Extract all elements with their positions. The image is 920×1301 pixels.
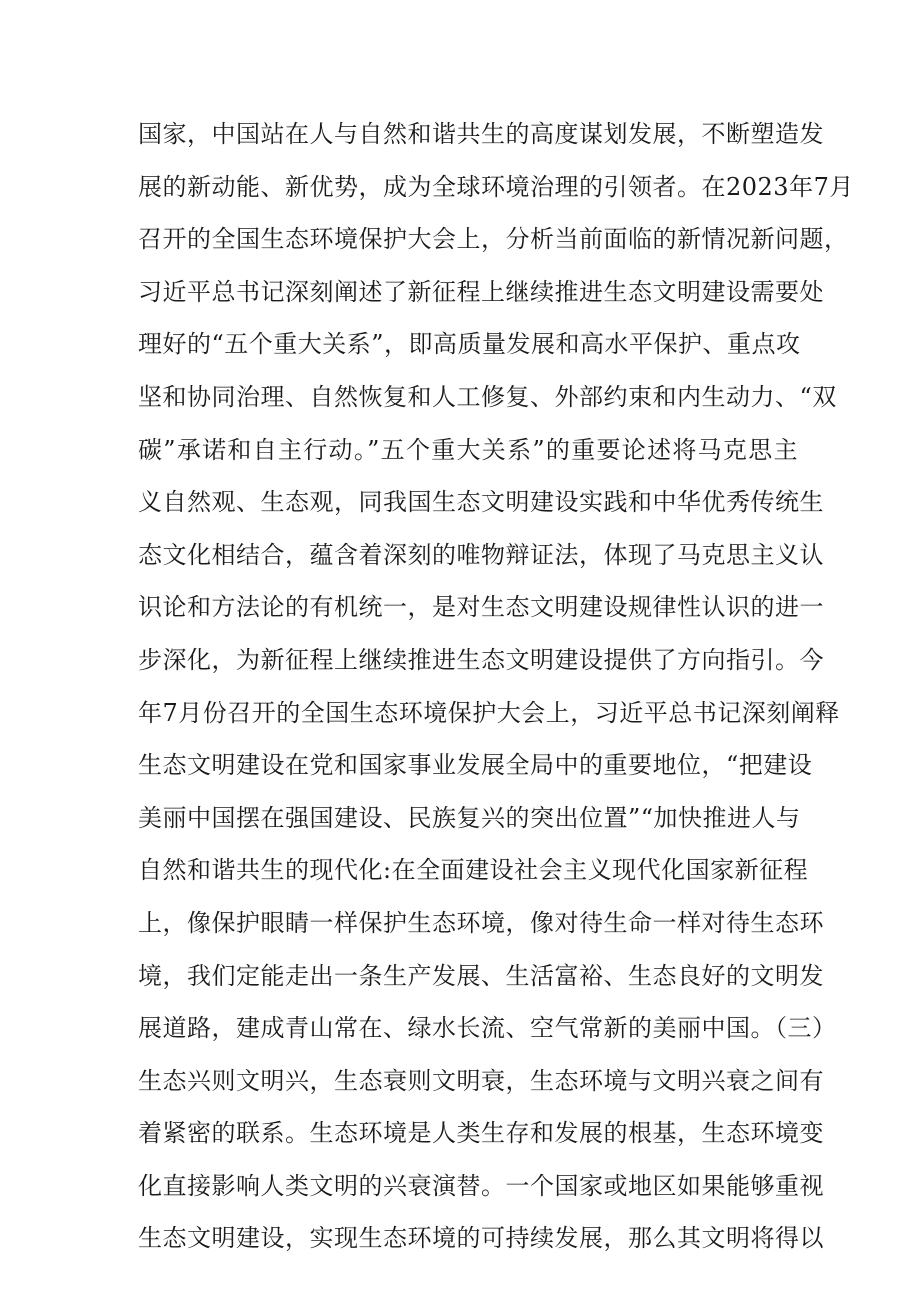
text-line: 生态兴则文明兴，生态衰则文明衰，生态环境与文明兴衰之间有 (138, 1066, 824, 1095)
text-line: 展的新动能、新优势，成为全球环境治理的引领者。在2023年7月 (138, 172, 854, 201)
text-line: 识论和方法论的有机统一，是对生态文明建设规律性认识的进一 (138, 593, 824, 622)
text-line: 步深化，为新征程上继续推进生态文明建设提供了方向指引。今 (138, 645, 824, 674)
text-line: 召开的全国生态环境保护大会上，分析当前面临的新情况新问题， (138, 225, 849, 254)
text-line: 理好的“五个重大关系”，即高质量发展和高水平保护、重点攻 (138, 330, 801, 359)
text-line: 义自然观、生态观，同我国生态文明建设实践和中华优秀传统生 (138, 488, 824, 517)
text-line: 展道路，建成青山常在、绿水长流、空气常新的美丽中国。（三） (138, 1014, 837, 1043)
text-line: 生态文明建设在党和国家事业发展全局中的重要地位，“把建设 (138, 751, 813, 780)
text-line: 年7月份召开的全国生态环境保护大会上，习近平总书记深刻阐释 (138, 698, 840, 727)
text-line: 国家，中国站在人与自然和谐共生的高度谋划发展，不断塑造发 (138, 120, 824, 148)
text-line: 着紧密的联系。生态环境是人类生存和发展的根基，生态环境变 (138, 1119, 824, 1148)
body-text (138, 108, 854, 1265)
text-line: 境，我们定能走出一条生产发展、生活富裕、生态良好的文明发 (138, 961, 824, 990)
text-line: 上，像保护眼睛一样保护生态环境，像对待生命一样对待生态环 (138, 908, 824, 937)
text-line: 碳”承诺和自主行动。”五个重大关系”的重要论述将马克思主 (138, 435, 798, 464)
text-line: 习近平总书记深刻阐述了新征程上继续推进生态文明建设需要处 (138, 277, 824, 306)
text-line: 自然和谐共生的现代化:在全面建设社会主义现代化国家新征程 (138, 856, 809, 885)
text-line: 生态文明建设，实现生态环境的可持续发展，那么其文明将得以 (138, 1224, 824, 1253)
text-line: 坚和协同治理、自然恢复和人工修复、外部约束和内生动力、“双 (138, 382, 837, 411)
text-line: 美丽中国摆在强国建设、民族复兴的突出位置”“加快推进人与 (138, 803, 801, 832)
text-line: 态文化相结合，蕴含着深刻的唯物辩证法，体现了马克思主义认 (138, 540, 824, 569)
text-line: 化直接影响人类文明的兴衰演替。一个国家或地区如果能够重视 (138, 1171, 824, 1200)
